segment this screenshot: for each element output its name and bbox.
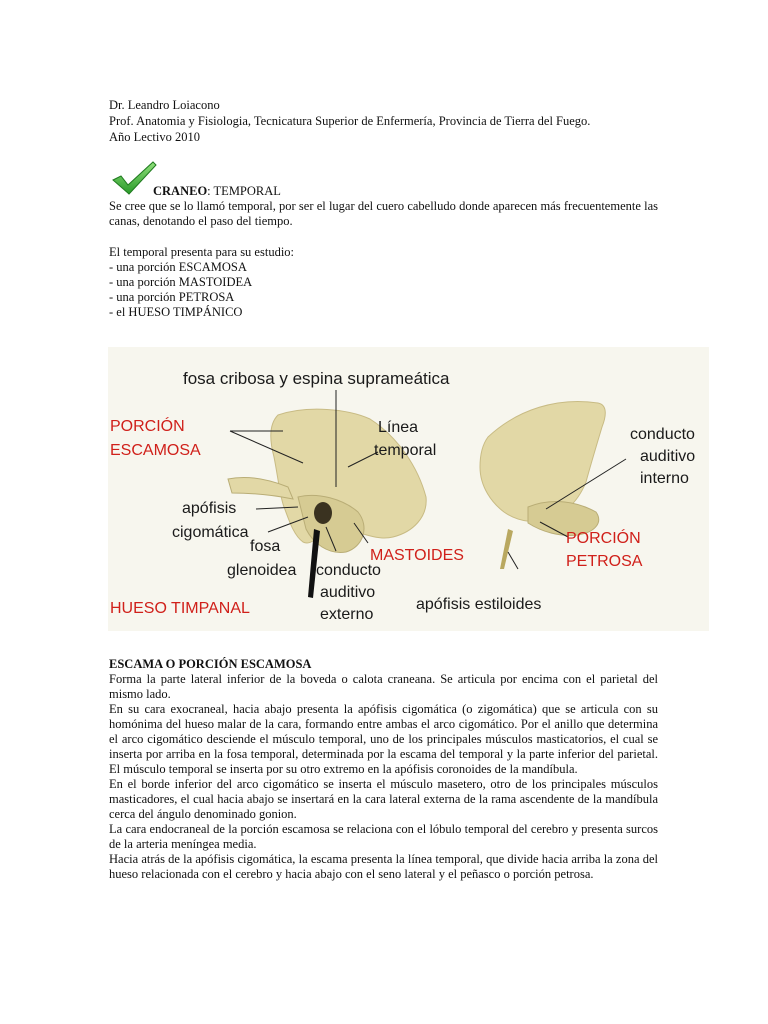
label-apofisis-estiloides: apófisis estiloides: [416, 596, 542, 613]
study-item: - el HUESO TIMPÁNICO: [109, 305, 243, 319]
temporal-bone-illustration: [108, 347, 709, 631]
label-conducto-interno: interno: [640, 470, 689, 487]
escama-body: [109, 672, 658, 882]
section-title-rest: : TEMPORAL: [207, 184, 281, 198]
year-line: Año Lectivo 2010: [109, 130, 200, 144]
study-item: - una porción MASTOIDEA: [109, 275, 253, 289]
label-mastoides: MASTOIDES: [370, 547, 464, 564]
escama-paragraph: Forma la parte lateral inferior de la boveda o calota craneana. Se articula por encima con el parietal del mismo lado.: [109, 672, 658, 701]
label-porcion-petrosa: PORCIÓN: [566, 530, 641, 547]
section-title-bold: CRANEO: [153, 184, 208, 198]
label-porcion-escamosa: PORCIÓN: [110, 418, 185, 435]
label-porcion-escamosa: ESCAMOSA: [110, 442, 201, 459]
label-conducto-externo: auditivo: [320, 584, 376, 601]
label-fosa-glenoidea: fosa: [250, 538, 281, 555]
label-apofisis-cigomatica: apófisis: [182, 500, 237, 517]
affiliation-line: Prof. Anatomia y Fisiologia, Tecnicatura Superior de Enfermería, Provincia de Tierra del Fuego.: [109, 114, 591, 128]
label-porcion-petrosa: PETROSA: [566, 553, 643, 570]
author-line: Dr. Leandro Loiacono: [109, 98, 220, 112]
escama-paragraph: En el borde inferior del arco cigomático se inserta el músculo masetero, otro de los principales músculos masticadores, el cual hacia abajo se insertará en la cara lateral externa de la rama ascendente de la mandíbula cerca del ángulo denominado gonion.: [109, 777, 658, 821]
label-linea-temporal: Línea: [378, 419, 419, 436]
label-conducto-externo: externo: [320, 606, 374, 623]
escama-paragraph: Hacia atrás de la apófisis cigomática, la escama presenta la línea temporal, que divide hacia arriba la zona del hueso relacionada con el cerebro y hacia abajo con el seno lateral y el peñasco o porción petrosa.: [109, 852, 658, 881]
styloid-process-shape: [500, 529, 513, 569]
label-fosa-cribosa: fosa cribosa y espina suprameática: [183, 369, 450, 388]
escama-heading: ESCAMA O PORCIÓN ESCAMOSA: [109, 657, 312, 671]
study-item: - una porción ESCAMOSA: [109, 260, 247, 274]
external-auditory-canal-shape: [314, 502, 332, 524]
label-linea-temporal: temporal: [374, 442, 437, 459]
temporal-bone-figure: [108, 347, 709, 631]
section-title: [153, 184, 281, 199]
study-item: - una porción PETROSA: [109, 290, 235, 304]
study-intro: El temporal presenta para su estudio:: [109, 245, 295, 259]
label-hueso-timpanal: HUESO TIMPANAL: [110, 600, 250, 617]
intro-paragraph: Se cree que se lo llamó temporal, por ser el lugar del cuero cabelludo donde aparecen más frecuentemente las canas, denotando el paso del tiempo.: [109, 199, 658, 228]
label-fosa-glenoidea: glenoidea: [227, 562, 297, 579]
check-mark-icon: [111, 160, 157, 196]
label-apofisis-cigomatica: cigomática: [172, 524, 249, 541]
label-conducto-externo: conducto: [316, 562, 381, 579]
label-conducto-interno: conducto: [630, 426, 695, 443]
label-conducto-interno: auditivo: [640, 448, 696, 465]
escama-paragraph: En su cara exocraneal, hacia abajo presenta la apófisis cigomática (o zigomática) que se articula con su homónima del hueso malar de la cara, formando entre ambas el arco cigomático. Por el anillo que determina el arco cigomático desciende el músculo temporal, uno de los principales músculos masticatorios, el cual se inserta por arriba en la fosa temporal, determinada por la escama del temporal y la parte inferior del parietal. El músculo temporal se inserta por su otro extremo en la apófisis coronoides de la mandíbula.: [109, 702, 658, 776]
escama-paragraph: La cara endocraneal de la porción escamosa se relaciona con el lóbulo temporal del cerebro y presenta surcos de la arteria meníngea media.: [109, 822, 658, 851]
